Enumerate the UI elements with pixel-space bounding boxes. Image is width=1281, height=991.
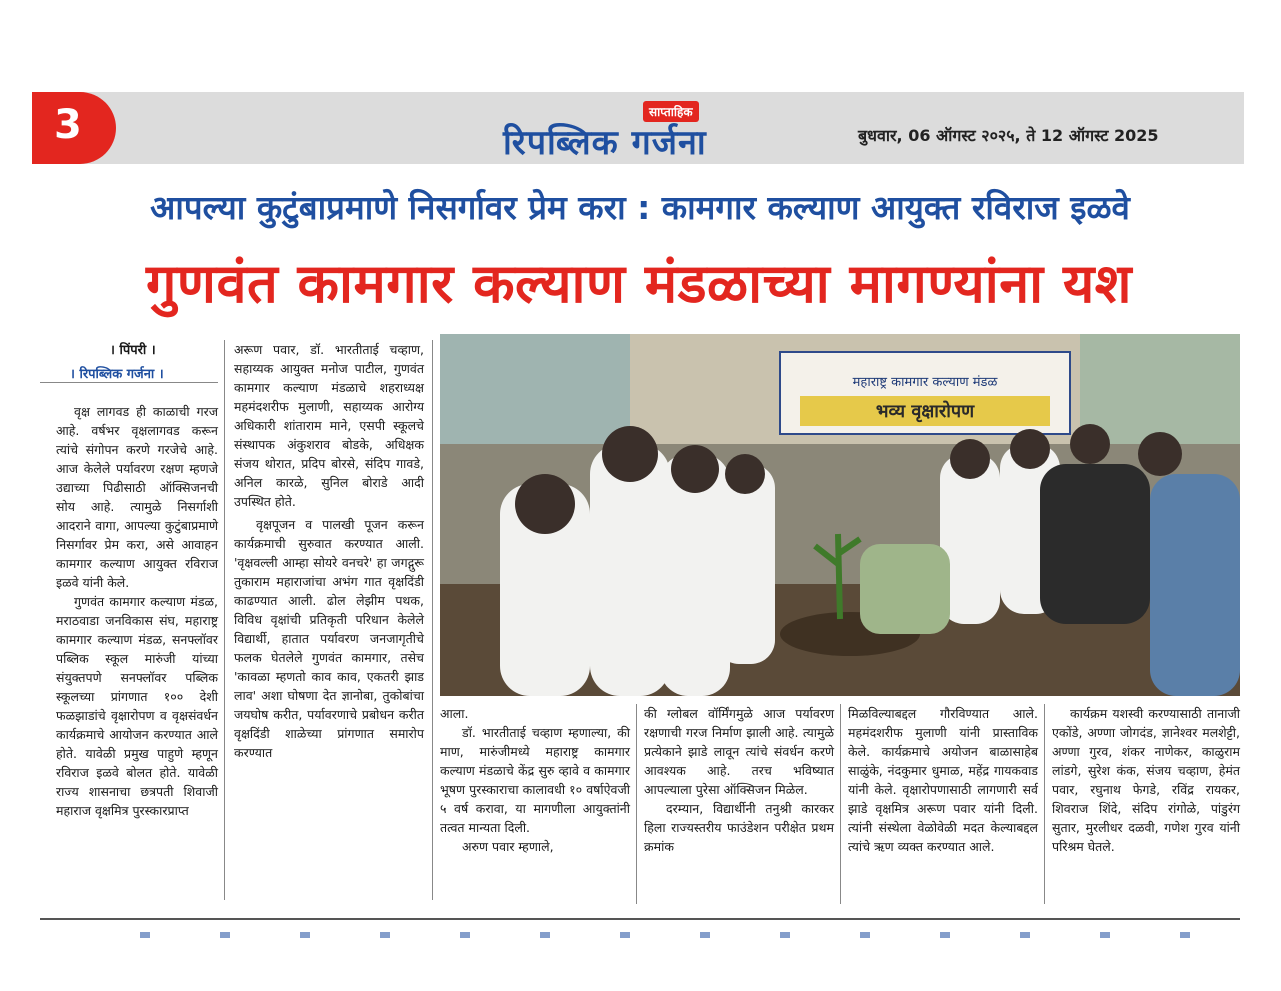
article-column-2 — [234, 340, 424, 762]
column-divider — [224, 340, 225, 900]
article-headline: गुणवंत कामगार कल्याण मंडळाच्या मागण्यांना यश — [146, 252, 1132, 315]
paragraph: मिळविल्याबद्दल गौरविण्यात आले. महमंदशरीफ मुलाणी यांनी प्रास्ताविक केले. कार्यक्रमाचे अयोजन बाळासाहेब साळुंके, नंदकुमार धुमाळ, महेंद्र गायकवाड यांनी केले. वृक्षारोपणासाठी लागणारी सर्व झाडे वृक्षमित्र अरूण पवार यांनी दिली. त्यांनी संस्थेला वेळोवेळी मदत केल्याबद्दल त्यांचे ऋण व्यक्त करण्यात आले. — [848, 706, 1038, 854]
article-column-5 — [848, 704, 1038, 856]
paragraph: की ग्लोबल वॉर्मिंगमुळे आज पर्यावरण रक्षणाची गरज निर्माण झाली आहे. त्यामुळे प्रत्येकाने झाडे लावून त्यांचे संवर्धन करणे आवश्यक आहे. तरच भविष्यात आपल्याला पुरेसा ऑक्सिजन मिळेल. — [644, 706, 834, 797]
bottom-rule — [40, 918, 1240, 920]
byline-credit: । रिपब्लिक गर्जना । — [70, 367, 164, 382]
article-subheadline: आपल्या कुटुंबाप्रमाणे निसर्गावर प्रेम करा : कामगार कल्याण आयुक्त रविराज इळवे — [150, 188, 1130, 227]
newspaper-title: रिपब्लिक गर्जना — [503, 123, 707, 163]
page-number: 3 — [54, 102, 82, 148]
dateline-place: । पिंपरी । — [110, 343, 156, 358]
byline-rule — [40, 382, 218, 383]
paragraph: कार्यक्रम यशस्वी करण्यासाठी तानाजी एकोंडे, अण्णा जोगदंड, ज्ञानेश्वर मलशेट्टी, अण्णा गुरव, शंकर नाणेकर, काळुराम लांडगे, सुरेश कंक, संजय चव्हाण, हेमंत पवार, रघुनाथ फेगडे, रविंद्र रायकर, शिवराज शिंदे, संदिप रांगोळे, पांडुरंग सुतार, मुरलीधर दळवी, गणेश गुरव यांनी परिश्रम घेतले. — [1052, 706, 1240, 854]
article-column-6 — [1052, 704, 1240, 856]
column-divider — [636, 704, 637, 904]
column-divider — [840, 704, 841, 904]
article-column-3 — [440, 704, 630, 856]
article-column-4 — [644, 704, 834, 856]
paragraph: आला. — [440, 706, 469, 721]
paragraph: दरम्यान, विद्यार्थीनी तनुश्री कारकर हिला राज्यस्तरीय फाउंडेशन परीक्षेत प्रथम क्रमांक — [644, 801, 834, 854]
paragraph: वृक्षपूजन व पालखी पूजन करून कार्यक्रमाची सुरुवात करण्यात आली. 'वृक्षवल्ली आम्हा सोयरे वनचरे' हा जगद्गुरू तुकाराम महाराजांचा अभंग गात वृक्षदिंडी काढण्यात आली. ढोल लेझीम पथक, विविध वृक्षांची प्रतिकृती परिधान केलेले विद्यार्थी, हातात पर्यावरण जनजागृतीचे फलक घेतलेले गुणवंत कामगार, तसेच 'कावळा म्हणतो काव काव, एकतरी झाड लाव' अशा घोषणा देत ज्ञानोबा, तुकोबांचा जयघोष करीत, पर्यावरणाचे प्रबोधन करीत वृक्षदिंडी शाळेच्या प्रांगणात समारोप करण्यात — [234, 517, 424, 760]
banner-event-text: भव्य वृक्षारोपण — [875, 401, 975, 422]
event-photo — [440, 334, 1240, 696]
page-number-badge — [32, 92, 116, 164]
paragraph: अरूण पवार, डॉ. भारतीताई चव्हाण, सहाय्यक आयुक्त मनोज पाटील, गुणवंत कामगार कल्याण मंडळाचे शहराध्यक्ष महमंदशरीफ मुलाणी, सहाय्यक आरोग्य अधिकारी शांताराम माने, एसपी स्कूलचे संस्थापक अंकुशराव बोडके, अधिक्षक संजय थोरात, प्रदिप बोरसे, संदिप गावडे, अनिल कारळे, सुनिल बोराडे आदी उपस्थित होते. — [234, 342, 424, 509]
column-divider — [1044, 704, 1045, 904]
tree-planting-photo — [440, 334, 1240, 696]
paragraph: गुणवंत कामगार कल्याण मंडळ, मराठवाडा जनविकास संघ, महाराष्ट्र कामगार कल्याण मंडळ, सनफ्लॉवर पब्लिक स्कूल मारुंजी यांच्या संयुक्तपणे सनफ्लॉवर पब्लिक स्कूलच्या प्रांगणात १०० देशी फळझाडांचे वृक्षारोपण व वृक्षसंवर्धन कार्यक्रमाचे आयोजन करण्यात आले होते. यावेळी प्रमुख पाहुणे म्हणून रविराज इळवे बोलत होते. यावेळी राज्य शासनाचा छत्रपती शिवाजी महाराज वृक्षमित्र पुरस्कारप्राप्त — [56, 594, 218, 818]
issue-dateline: बुधवार, 06 ऑगस्ट २०२५, ते 12 ऑगस्ट 2025 — [858, 126, 1159, 145]
column-divider — [432, 340, 433, 900]
paragraph: वृक्ष लागवड ही काळाची गरज आहे. वर्षभर वृक्षलागवड करून त्यांचे संगोपन करणे गरजेचे आहे. आज केलेले पर्यावरण रक्षण म्हणजे उद्याच्या पिढीसाठी ऑक्सिजनची सोय आहे. त्यामुळे निसर्गाशी आदराने वागा, आपल्या कुटुंबाप्रमाणे निसर्गावर प्रेम करा, असे आवाहन कामगार कल्याण आयुक्त रविराज इळवे यांनी केले. — [56, 404, 218, 590]
next-line-fragment — [140, 932, 1230, 938]
article-column-1 — [56, 402, 218, 820]
weekly-label: साप्ताहिक — [643, 101, 699, 122]
paragraph: अरुण पवार म्हणाले, — [462, 839, 554, 854]
banner-org-text: महाराष्ट्र कामगार कल्याण मंडळ — [852, 375, 998, 390]
paragraph: डॉ. भारतीताई चव्हाण म्हणाल्या, की माण, मारुंजीमध्ये महाराष्ट्र कामगार कल्याण मंडळाचे केंद्र सुरु व्हावे व कामगार भूषण पुरस्काराचा कालावधी १० वर्षाऐवजी ५ वर्ष करावा, या मागणीला आयुक्तांनी तत्वत मान्यता दिली. — [440, 725, 630, 835]
